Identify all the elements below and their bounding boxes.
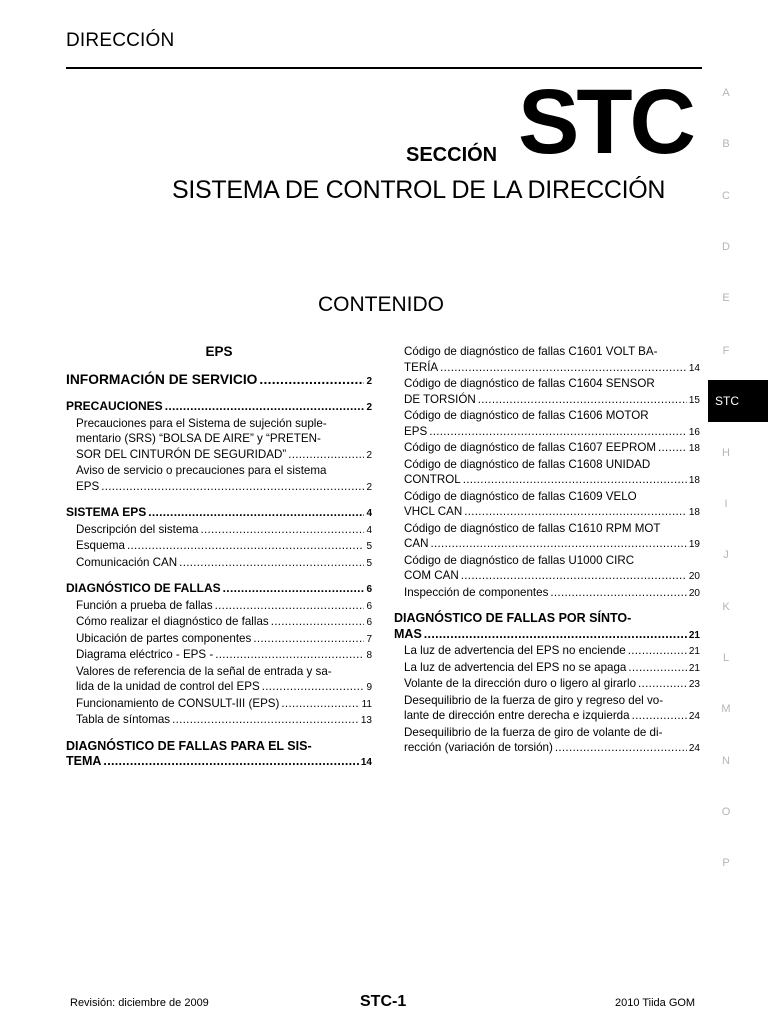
toc-group-title: EPS bbox=[205, 344, 233, 359]
toc-entry-desequilibrio-torsion[interactable]: Desequilibrio de la fuerza de giro de volante de di- rección (variación de torsión) ..... 24 bbox=[394, 725, 700, 757]
toc-entry-desequilibrio-giro[interactable]: Desequilibrio de la fuerza de giro y regreso del vo- lante de dirección entre derecha e izquierda ..... 24 bbox=[394, 693, 700, 725]
side-index-c[interactable]: C bbox=[722, 190, 730, 202]
side-index-b[interactable]: B bbox=[722, 138, 730, 150]
toc-entry-c1606[interactable]: Código de diagnóstico de fallas C1606 MOTOR EPS ..... 16 bbox=[394, 408, 700, 440]
toc-entry-diag-sintomas[interactable]: DIAGNÓSTICO DE FALLAS POR SÍNTO- MAS ..... 21 bbox=[394, 611, 700, 643]
toc-entry-valores[interactable]: Valores de referencia de la señal de entrada y sa- lida de la unidad de control del EPS ..... 9 bbox=[66, 664, 372, 696]
toc-entry-tabla-sintomas[interactable]: Tabla de síntomas ..... 13 bbox=[66, 712, 372, 729]
side-index-n[interactable]: N bbox=[722, 755, 730, 767]
side-index-o[interactable]: O bbox=[721, 806, 731, 818]
toc-entry-luz-no-enciende[interactable]: La luz de advertencia del EPS no enciende ..... 21 bbox=[394, 643, 700, 660]
toc-right-column bbox=[394, 344, 700, 757]
toc-entry-c1604[interactable]: Código de diagnóstico de fallas C1604 SENSOR DE TORSIÓN ..... 15 bbox=[394, 376, 700, 408]
section-label: SECCIÓN bbox=[406, 144, 498, 166]
toc-entry-info-servicio[interactable]: INFORMACIÓN DE SERVICIO ..... 2 bbox=[66, 372, 372, 390]
side-index-l[interactable]: L bbox=[722, 652, 730, 664]
toc-entry-c1607[interactable]: Código de diagnóstico de fallas C1607 EEPROM ..... 18 bbox=[394, 440, 700, 457]
toc-entry-diagrama[interactable]: Diagrama eléctrico - EPS - ..... 8 bbox=[66, 647, 372, 664]
side-index-a[interactable]: A bbox=[722, 87, 730, 99]
side-index-e[interactable]: E bbox=[722, 292, 730, 304]
toc-entry-sistema-eps[interactable]: SISTEMA EPS ..... 4 bbox=[66, 505, 372, 522]
toc-entry-ubicacion[interactable]: Ubicación de partes componentes ..... 7 bbox=[66, 631, 372, 648]
toc-entry-consult[interactable]: Funcionamiento de CONSULT-III (EPS) ..... 11 bbox=[66, 696, 372, 713]
toc-entry-c1610[interactable]: Código de diagnóstico de fallas C1610 RPM MOT CAN ..... 19 bbox=[394, 521, 700, 553]
toc-entry-descripcion[interactable]: Descripción del sistema ..... 4 bbox=[66, 522, 372, 539]
side-index-p[interactable]: P bbox=[722, 857, 730, 869]
side-index-d[interactable]: D bbox=[722, 241, 730, 253]
footer-revision: Revisión: diciembre de 2009 bbox=[70, 997, 209, 1009]
footer-model: 2010 Tiida GOM bbox=[615, 997, 696, 1009]
section-header: DIRECCIÓN bbox=[66, 30, 175, 51]
side-index-h[interactable]: H bbox=[722, 447, 730, 459]
toc-entry-u1000[interactable]: Código de diagnóstico de fallas U1000 CIRC COM CAN ..... 20 bbox=[394, 553, 700, 585]
toc-entry-luz-no-apaga[interactable]: La luz de advertencia del EPS no se apaga ..... 21 bbox=[394, 660, 700, 677]
section-code: STC bbox=[518, 71, 693, 173]
side-index-m[interactable]: M bbox=[721, 703, 731, 715]
toc-entry-precauciones[interactable]: PRECAUCIONES ..... 2 bbox=[66, 399, 372, 416]
toc-left-column bbox=[66, 344, 372, 771]
toc-entry-srs[interactable]: Precauciones para el Sistema de sujeción suple- mentario (SRS) “BOLSA DE AIRE” y “PRETEN- SOR DEL CINTURÓN DE SEGURIDAD” ..... 2 bbox=[66, 416, 372, 464]
toc-entry-como-realizar[interactable]: Cómo realizar el diagnóstico de fallas ..... 6 bbox=[66, 614, 372, 631]
toc-entry-comunicacion-can[interactable]: Comunicación CAN ..... 5 bbox=[66, 555, 372, 572]
side-index-active-tab[interactable]: STC bbox=[708, 380, 768, 422]
side-index-k[interactable]: K bbox=[722, 601, 730, 613]
toc-entry-esquema[interactable]: Esquema ..... 5 bbox=[66, 538, 372, 555]
header-rule bbox=[66, 67, 702, 69]
toc-entry-c1601[interactable]: Código de diagnóstico de fallas C1601 VOLT BA- TERÍA ..... 14 bbox=[394, 344, 700, 376]
contents-heading: CONTENIDO bbox=[318, 293, 444, 316]
toc-entry-funcion-prueba[interactable]: Función a prueba de fallas ..... 6 bbox=[66, 598, 372, 615]
toc-entry-c1609[interactable]: Código de diagnóstico de fallas C1609 VELO VHCL CAN ..... 18 bbox=[394, 489, 700, 521]
toc-entry-diag-sistema[interactable]: DIAGNÓSTICO DE FALLAS PARA EL SIS- TEMA ..... 14 bbox=[66, 739, 372, 771]
toc-entry-aviso[interactable]: Aviso de servicio o precauciones para el sistema EPS ..... 2 bbox=[66, 463, 372, 495]
toc-entry-diagnostico[interactable]: DIAGNÓSTICO DE FALLAS ..... 6 bbox=[66, 581, 372, 598]
side-index-f[interactable]: F bbox=[722, 345, 730, 357]
side-index-i[interactable]: I bbox=[724, 498, 728, 510]
toc-entry-volante-duro[interactable]: Volante de la dirección duro o ligero al girarlo ..... 23 bbox=[394, 676, 700, 693]
toc-entry-c1608[interactable]: Código de diagnóstico de fallas C1608 UNIDAD CONTROL ..... 18 bbox=[394, 457, 700, 489]
section-title: SISTEMA DE CONTROL DE LA DIRECCIÓN bbox=[172, 176, 666, 204]
side-index-j[interactable]: J bbox=[723, 549, 729, 561]
footer-page-number: STC-1 bbox=[360, 993, 407, 1010]
toc-entry-inspeccion[interactable]: Inspección de componentes ..... 20 bbox=[394, 585, 700, 602]
